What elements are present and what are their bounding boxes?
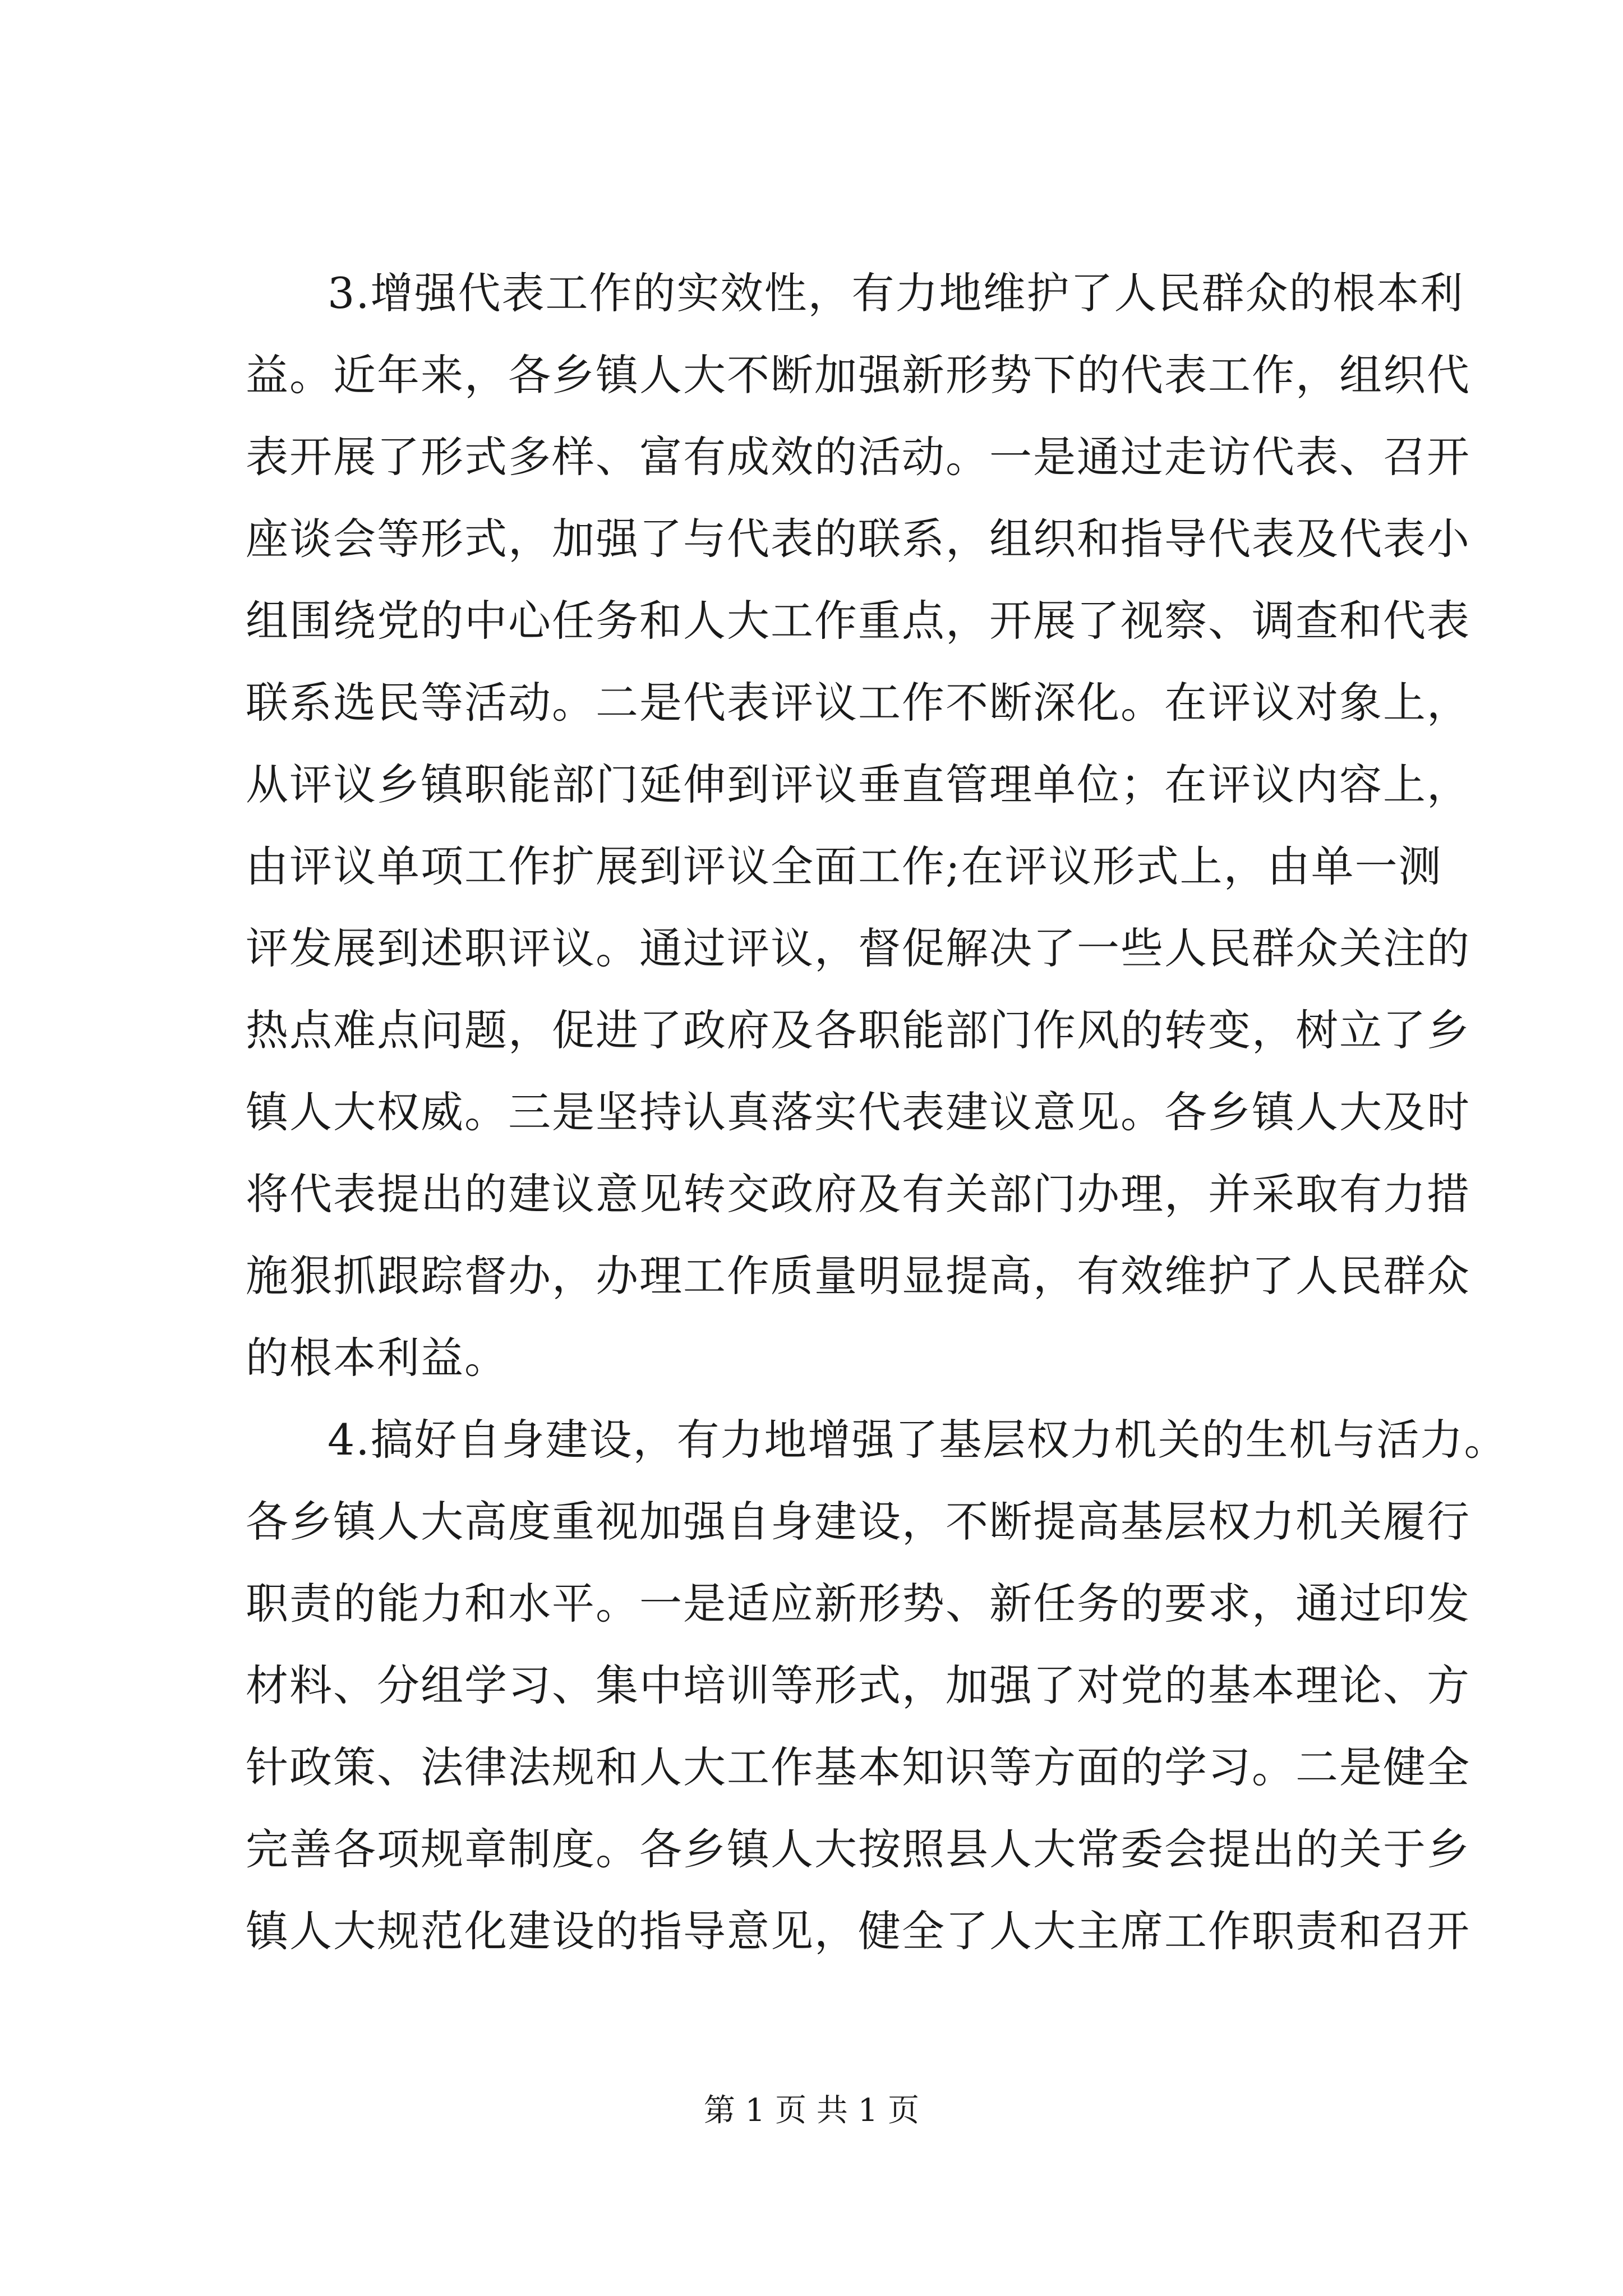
text-line: 镇人大权威。三是坚持认真落实代表建议意见。各乡镇人大及时 <box>246 1087 1470 1137</box>
text-line: 的根本利益。 <box>246 1333 508 1383</box>
text-line: 各乡镇人大高度重视加强自身建设，不断提高基层权力机关履行 <box>246 1497 1470 1547</box>
text-line: 3.增强代表工作的实效性，有力地维护了人民群众的根本利 <box>328 268 1464 318</box>
text-line: 将代表提出的建议意见转交政府及有关部门办理，并采取有力措 <box>246 1169 1470 1219</box>
text-line: 针政策、法律法规和人大工作基本知识等方面的学习。二是健全 <box>246 1742 1470 1792</box>
text-line: 4.搞好自身建设，有力地增强了基层权力机关的生机与活力。 <box>328 1415 1508 1465</box>
text-line: 镇人大规范化建设的指导意见，健全了人大主席工作职责和召开 <box>246 1906 1470 1956</box>
page-number-footer: 第 1 页 共 1 页 <box>703 2092 920 2129</box>
text-line: 施狠抓跟踪督办，办理工作质量明显提高，有效维护了人民群众 <box>246 1251 1470 1301</box>
text-line: 材料、分组学习、集中培训等形式，加强了对党的基本理论、方 <box>246 1660 1470 1710</box>
text-line: 完善各项规章制度。各乡镇人大按照县人大常委会提出的关于乡 <box>246 1824 1470 1874</box>
text-line: 座谈会等形式，加强了与代表的联系，组织和指导代表及代表小 <box>246 514 1470 564</box>
text-line: 由评议单项工作扩展到评议全面工作;在评议形式上，由单一测 <box>246 841 1442 891</box>
document-body <box>246 252 1508 1972</box>
text-line: 从评议乡镇职能部门延伸到评议垂直管理单位；在评议内容上， <box>246 760 1470 809</box>
text-line: 益。近年来，各乡镇人大不断加强新形势下的代表工作，组织代 <box>246 350 1470 400</box>
text-line: 职责的能力和水平。一是适应新形势、新任务的要求，通过印发 <box>246 1579 1470 1628</box>
paragraph-4 <box>246 1399 1508 1972</box>
text-line: 表开展了形式多样、富有成效的活动。一是通过走访代表、召开 <box>246 432 1470 482</box>
text-line: 热点难点问题，促进了政府及各职能部门作风的转变，树立了乡 <box>246 1005 1470 1055</box>
text-line: 组围绕党的中心任务和人大工作重点，开展了视察、调查和代表 <box>246 596 1470 646</box>
text-line: 评发展到述职评议。通过评议，督促解决了一些人民群众关注的 <box>246 923 1470 973</box>
text-line: 联系选民等活动。二是代表评议工作不断深化。在评议对象上， <box>246 678 1470 728</box>
paragraph-3 <box>246 252 1470 1399</box>
